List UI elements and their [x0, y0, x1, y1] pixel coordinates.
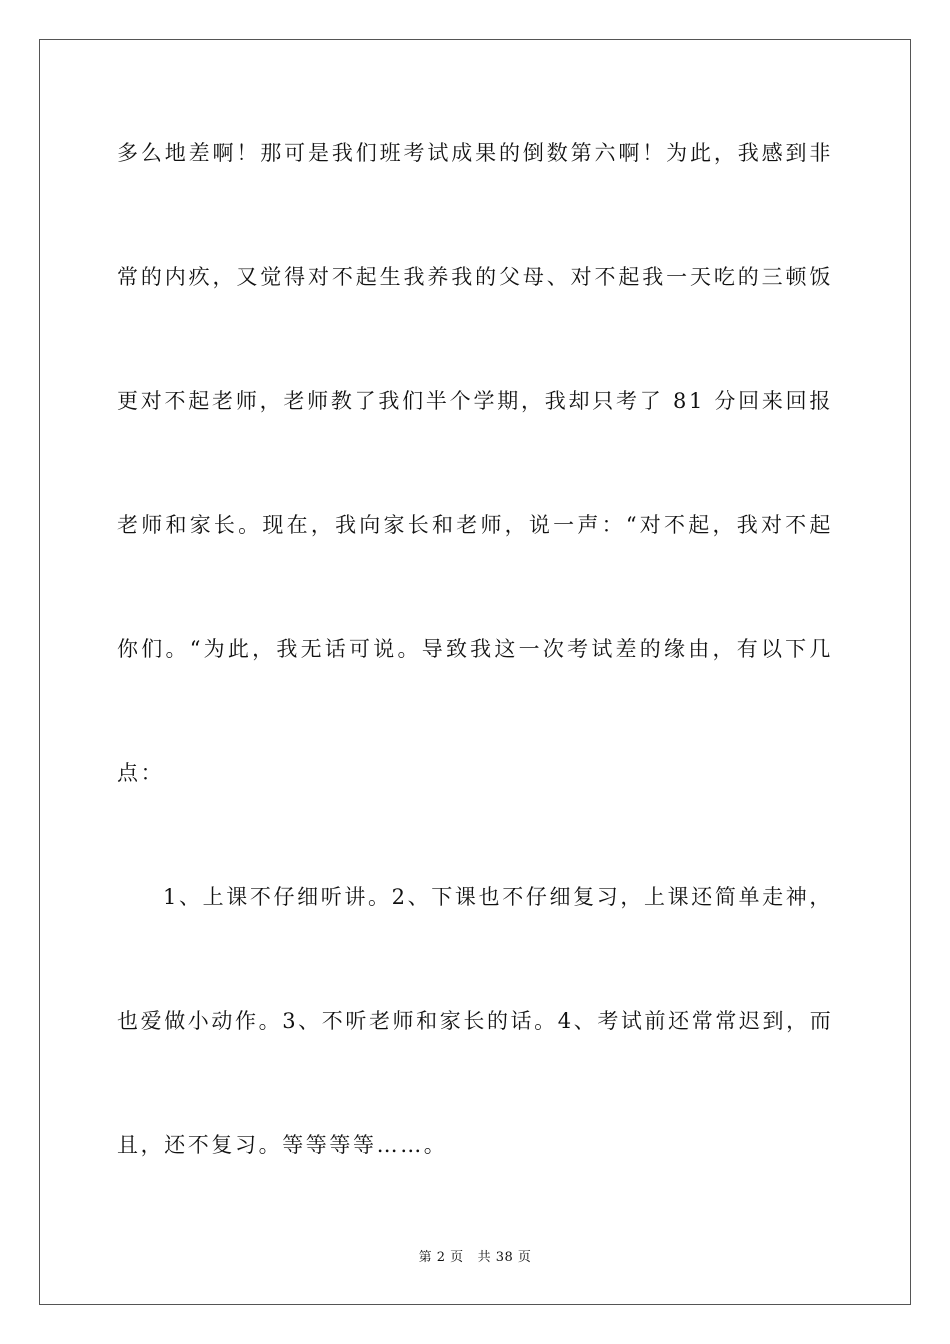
paragraph-line: 常的内疚，又觉得对不起生我养我的父母、对不起我一天吃的三顿饭: [117, 265, 833, 289]
paragraph-line: 且，还不复习。等等等等……。: [117, 1133, 448, 1157]
document-body: [117, 128, 833, 1244]
page-number: 第 2 页: [418, 1250, 464, 1265]
paragraph-line: 老师和家长。现在，我向家长和老师，说一声：“对不起，我对不起: [117, 513, 833, 537]
paragraph-line: 你们。“为此，我无话可说。导致我这一次考试差的缘由，有以下几: [117, 637, 833, 661]
paragraph-line: 也爱做小动作。3、不听老师和家长的话。4、考试前还常常迟到，而: [117, 1009, 834, 1033]
paragraph-line: 点：: [117, 761, 165, 785]
paragraph-line: 1、上课不仔细听讲。2、下课也不仔细复习，上课还简单走神，: [163, 885, 833, 909]
paragraph-line: 多么地差啊！那可是我们班考试成果的倒数第六啊！为此，我感到非: [117, 141, 833, 165]
page-total: 共 38 页: [477, 1250, 532, 1265]
paragraph-line: 更对不起老师，老师教了我们半个学期，我却只考了 81 分回来回报: [117, 389, 833, 413]
page-footer: [0, 1246, 950, 1265]
